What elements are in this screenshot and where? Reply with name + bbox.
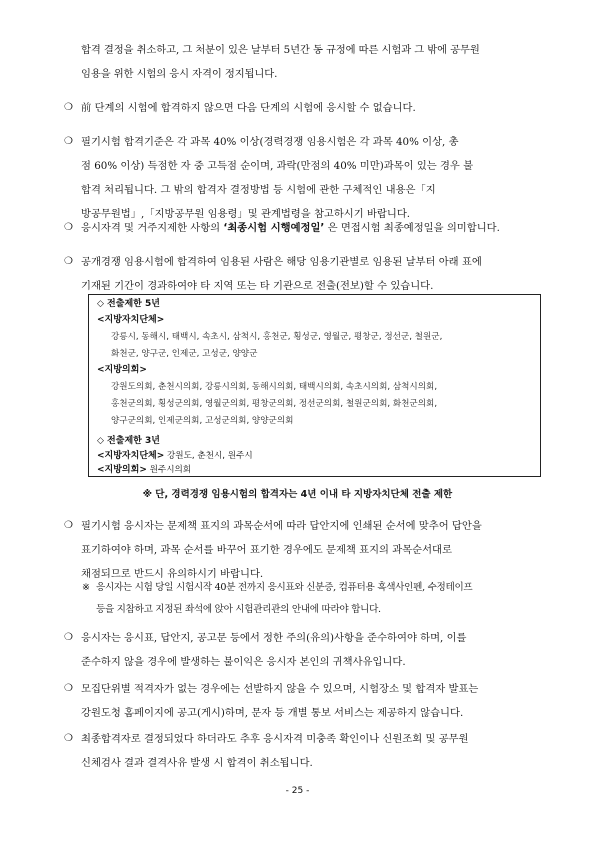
bullet-line: 채점되므로 반드시 유의하시기 바랍니다. <box>81 568 264 580</box>
circle-bullet-icon: ❍ <box>64 256 73 267</box>
bullet-line <box>81 216 544 240</box>
five-year-council-label: <지방의회> <box>97 365 147 375</box>
three-year-council-value: 원주시의회 <box>146 465 192 475</box>
bullet-line: 최종합격자로 결정되었다 하더라도 추후 응시자격 미충족 확인이나 신원조회 및 공무원 <box>81 733 469 745</box>
five-year-local-line: 화천군, 양구군, 인제군, 고성군, 양양군 <box>111 349 258 359</box>
bullet-item-answer-order <box>64 514 544 586</box>
circle-bullet-icon: ❍ <box>64 683 73 694</box>
three-year-title: ◇ 전출제한 3년 <box>97 436 160 446</box>
bullet-line: 기재된 기간이 경과하여야 타 지역 또는 타 기관으로 전출(전보)할 수 있습니다. <box>81 280 434 292</box>
three-year-local-value: 강원도, 춘천시, 원주시 <box>164 451 253 461</box>
five-year-local-line: 강릉시, 동해시, 태백시, 속초시, 삼척시, 홍천군, 횡성군, 영월군, 평창군, 정선군, 철원군, <box>111 332 443 342</box>
continuation-line: 합격 결정을 취소하고, 그 처분이 있은 날부터 5년간 동 규정에 따른 시험과 그 밖에 공무원 <box>81 44 480 56</box>
career-exam-note: ※ 단, 경력경쟁 임용시험의 합격자는 4년 이내 타 지방자치단체 전출 제한 <box>142 489 453 500</box>
exam-day-note <box>82 577 546 621</box>
five-year-title: ◇ 전출제한 5년 <box>97 299 160 309</box>
five-year-council-line: 홍천군의회, 횡성군의회, 영월군의회, 평창군의회, 정선군의회, 철원군의회, 화천군의회, <box>111 399 438 409</box>
three-year-local-row <box>97 449 253 463</box>
page-number: - 25 - <box>285 786 310 796</box>
bullet-line: 점 60% 이상) 득점한 자 중 고득점 순이며, 과락(만점의 40% 미만)과목이 있는 경우 불 <box>81 160 474 172</box>
bullet-item-exam-date <box>64 216 544 240</box>
reference-mark-icon: ※ <box>82 582 90 593</box>
three-year-council-label: <지방의회> <box>97 465 147 475</box>
bullet-line: 모집단위별 적격자가 없는 경우에는 선발하지 않을 수 있으며, 시험장소 및 합격자 발표는 <box>81 683 479 695</box>
bullet-item-compliance <box>64 626 544 674</box>
bullet-item-pass-criteria <box>64 130 544 226</box>
circle-bullet-icon: ❍ <box>64 733 73 744</box>
bullet-item-cancellation <box>64 727 544 775</box>
bullet-line: 합격 처리됩니다. 그 밖의 합격자 결정방법 등 시험에 관한 구체적인 내용은「지 <box>81 184 436 196</box>
bullet-line: 신체검사 결과 결격사유 발생 시 합격이 취소됩니다. <box>81 757 313 769</box>
transfer-restriction-box <box>88 294 541 477</box>
bullet-line: 준수하지 않을 경우에 발생하는 불이익은 응시자 본인의 귀책사유입니다. <box>81 656 406 668</box>
bullet-line: 필기시험 합격기준은 각 과목 40% 이상(경력경쟁 임용시험은 각 과목 40% 이상, 총 <box>81 136 459 148</box>
bullet-text-post: 은 면접시험 최종예정일을 의미합니다. <box>324 222 500 234</box>
circle-bullet-icon: ❍ <box>64 102 73 113</box>
bullet-line: 필기시험 응시자는 문제책 표지의 과목순서에 따라 답안지에 인쇄된 순서에 맞추어 답안을 <box>81 520 482 532</box>
bullet-item-announcement <box>64 677 544 725</box>
five-year-council-line: 양구군의회, 인제군의회, 고성군의회, 양양군의회 <box>111 416 294 426</box>
bullet-line: 표기하여야 하며, 과목 순서를 바꾸어 표기한 경우에도 문제책 표지의 과목순서대로 <box>81 544 452 556</box>
bullet-line: 강원도청 홈페이지에 공고(게시)하며, 문자 등 개별 통보 서비스는 제공하지 않습니다. <box>81 707 464 719</box>
note-line: 등을 지참하고 지정된 좌석에 앉아 시험관리관의 안내에 따라야 합니다. <box>96 604 381 615</box>
circle-bullet-icon: ❍ <box>64 520 73 531</box>
five-year-council-line: 강원도의회, 춘천시의회, 강릉시의회, 동해시의회, 태백시의회, 속초시의회, 삼척시의회, <box>111 382 438 392</box>
highlight-final-exam-date: ‘최종시험 시행예정일’ <box>223 222 325 234</box>
five-year-local-label: <지방자치단체> <box>97 315 165 325</box>
continuation-line: 임용을 위한 시험의 응시 자격이 정지됩니다. <box>81 68 278 80</box>
three-year-council-row <box>97 463 191 477</box>
note-line: 응시자는 시험 당일 시험시작 40분 전까지 응시표와 신분증, 컴퓨터용 흑색사인펜, 수정테이프 <box>96 582 473 593</box>
bullet-item-prior-stage <box>64 96 544 120</box>
bullet-line: 前 단계의 시험에 합격하지 않으면 다음 단계의 시험에 응시할 수 없습니다. <box>81 102 416 114</box>
bullet-item-transfer-restriction <box>64 250 544 298</box>
bullet-line: 응시자는 응시표, 답안지, 공고문 등에서 정한 주의(유의)사항을 준수하여야 하며, 이를 <box>81 632 467 644</box>
continuation-paragraph <box>81 38 541 86</box>
three-year-local-label: <지방자치단체> <box>97 451 165 461</box>
bullet-text-pre: 응시자격 및 거주지제한 사항의 <box>81 222 224 234</box>
circle-bullet-icon: ❍ <box>64 632 73 643</box>
circle-bullet-icon: ❍ <box>64 222 73 233</box>
bullet-line: 방공무원법」,「지방공무원 임용령」및 관계법령을 참고하시기 바랍니다. <box>81 208 411 220</box>
circle-bullet-icon: ❍ <box>64 136 73 147</box>
bullet-line: 공개경쟁 임용시험에 합격하여 임용된 사람은 해당 임용기관별로 임용된 날부터 아래 표에 <box>81 256 482 268</box>
